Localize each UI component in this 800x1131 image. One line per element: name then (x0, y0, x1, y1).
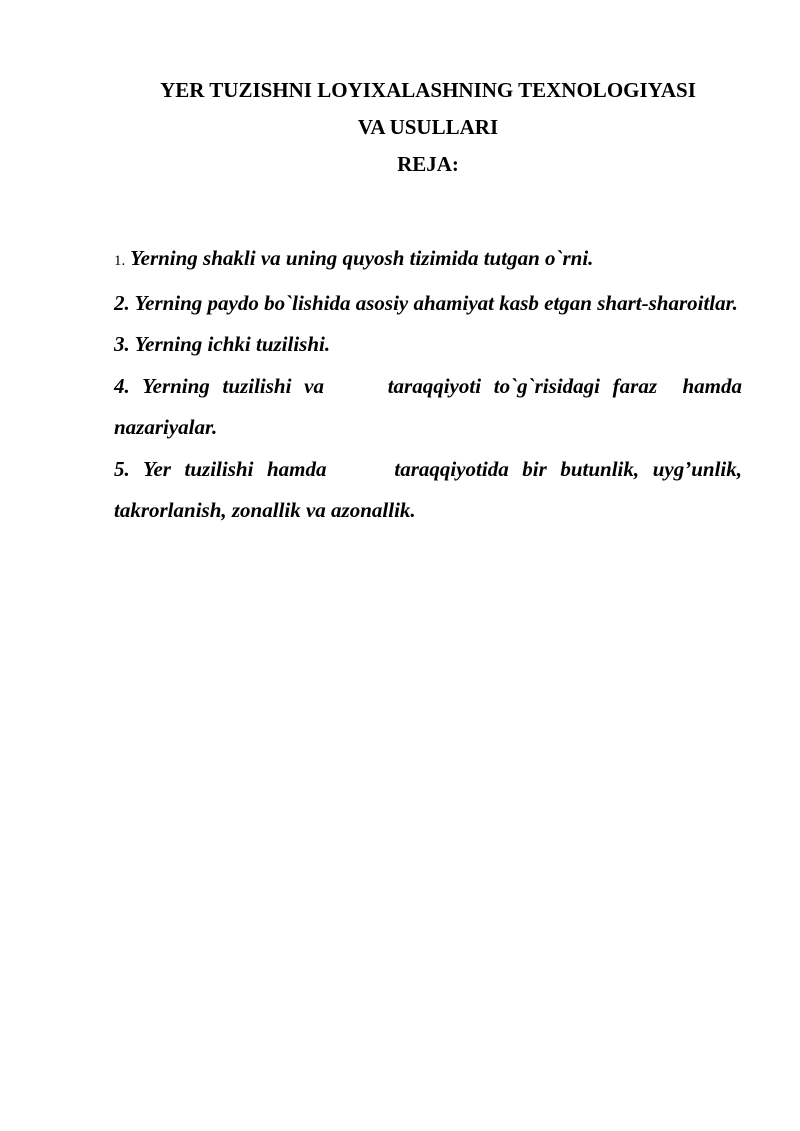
plan-item-number: 4. (114, 373, 130, 398)
plan-item-number: 3. (114, 332, 130, 356)
plan-item-2 (114, 283, 742, 325)
plan-item-text: Yerning paydo bo`lishida asosiy ahamiyat kasb etgan shart-sharoitlar. (134, 290, 738, 315)
plan-item-text: Yerning tuzilishi va taraqqiyoti to`g`risidagi faraz hamda nazariyalar. (114, 373, 748, 439)
section-heading: REJA: (397, 152, 459, 176)
title-block (100, 72, 756, 183)
plan-item-text: Yerning shakli va uning quyosh tizimida tutgan o`rni. (130, 246, 594, 270)
plan-list (114, 238, 748, 532)
plan-item-number: 1. (114, 253, 126, 269)
plan-item-number: 5. (114, 456, 130, 481)
plan-item-1 (114, 238, 742, 283)
plan-item-5 (114, 449, 748, 532)
document-title-line-2: VA USULLARI (357, 115, 499, 139)
plan-item-text: Yerning ichki tuzilishi. (134, 332, 331, 356)
document-title-line-1: YER TUZISHNI LOYIXALASHNING TEXNOLOGIYASI (160, 78, 696, 102)
plan-item-number: 2. (114, 290, 130, 315)
plan-item-4 (114, 366, 748, 449)
plan-item-text: Yer tuzilishi hamda taraqqiyotida bir butunlik, uyg’unlik, takrorlanish, zonallik va azonallik. (114, 456, 748, 522)
plan-item-3 (114, 324, 742, 366)
